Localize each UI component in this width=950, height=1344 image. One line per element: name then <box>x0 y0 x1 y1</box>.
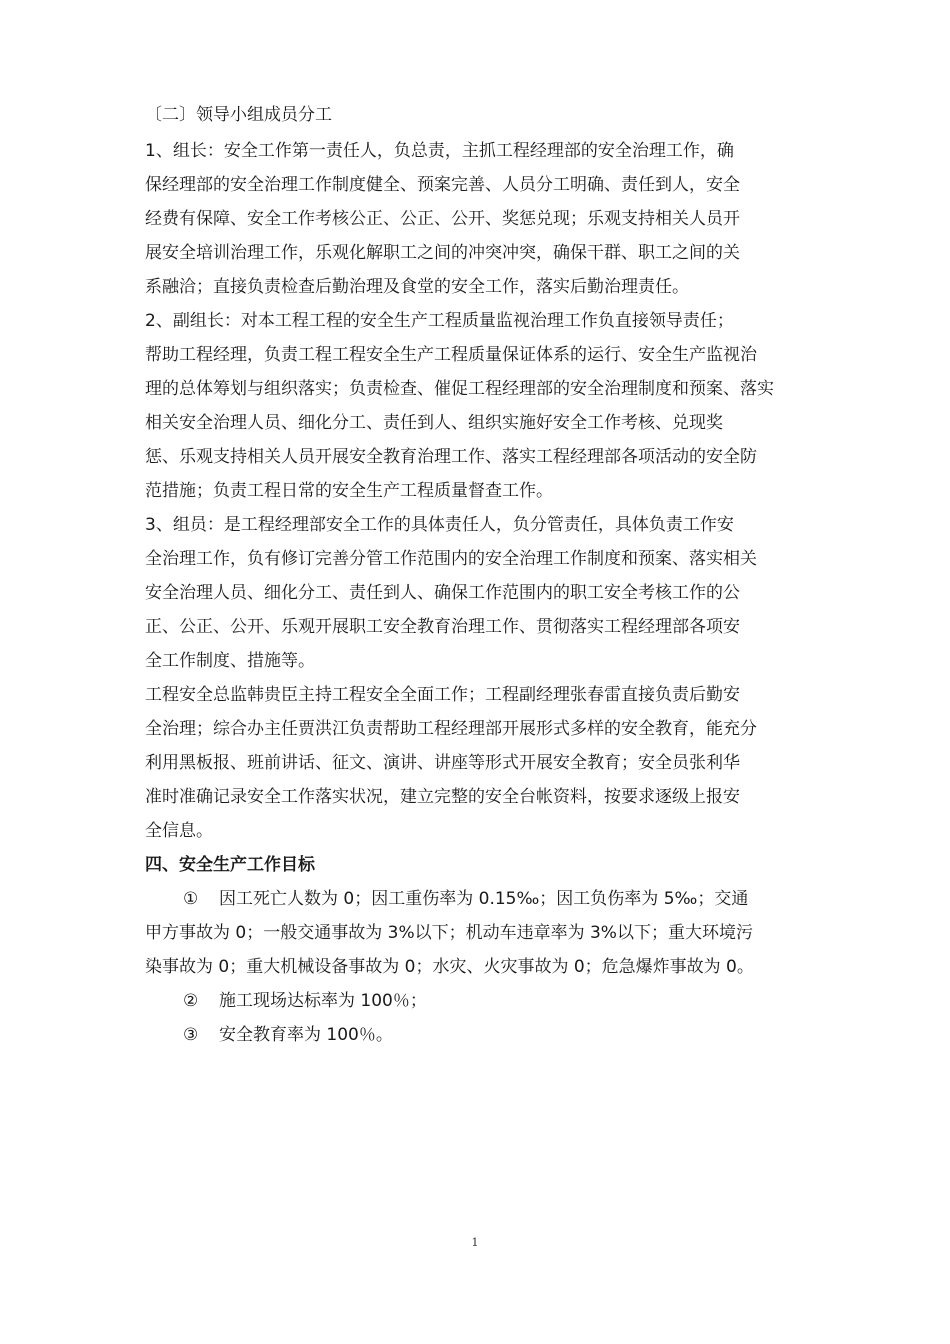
paragraph-line: 系融洽；直接负责检查后勤治理及食堂的安全工作，落实后勤治理责任。 <box>145 277 689 297</box>
paragraph-line: 帮助工程经理，负责工程工程安全生产工程质量保证体系的运行、安全生产监视治 <box>145 345 757 365</box>
paragraph-line: 理的总体筹划与组织落实；负责检查、催促工程经理部的安全治理制度和预案、落实 <box>145 379 774 399</box>
goal-text: 因工死亡人数为 0；因工重伤率为 0.15‰；因工负伤率为 5‰；交通 <box>219 889 749 909</box>
paragraph-line: 利用黑板报、班前讲话、征文、演讲、讲座等形式开展安全教育；安全员张利华 <box>145 753 740 773</box>
paragraph-line: 安全治理人员、细化分工、责任到人、确保工作范围内的职工安全考核工作的公 <box>145 583 740 603</box>
paragraph-line: 展安全培训治理工作，乐观化解职工之间的冲突冲突，确保干群、职工之间的关 <box>145 243 740 263</box>
paragraph-line: 经费有保障、安全工作考核公正、公正、公开、奖惩兑现；乐观支持相关人员开 <box>145 209 740 229</box>
paragraph-line: 全信息。 <box>145 821 213 841</box>
goal-item-3 <box>145 1018 815 1052</box>
paragraph-line: 1、组长：安全工作第一责任人，负总责，主抓工程经理部的安全治理工作，确 <box>145 141 734 161</box>
leader-paragraph <box>145 134 815 304</box>
paragraph-line: 相关安全治理人员、细化分工、责任到人、组织实施好安全工作考核、兑现奖 <box>145 413 723 433</box>
paragraph-line: 全治理工作，负有修订完善分管工作范围内的安全治理工作制度和预案、落实相关 <box>145 549 757 569</box>
goal-marker: ② <box>183 991 199 1011</box>
goal-text: 安全教育率为 100％。 <box>219 1025 393 1045</box>
goal-item-2 <box>145 984 815 1018</box>
paragraph-line: 正、公正、公开、乐观开展职工安全教育治理工作、贯彻落实工程经理部各项安 <box>145 617 740 637</box>
paragraph-line: 工程安全总监韩贵臣主持工程安全全面工作；工程副经理张春雷直接负责后勤安 <box>145 685 740 705</box>
paragraph-line: 准时准确记录安全工作落实状况，建立完整的安全台帐资料，按要求逐级上报安 <box>145 787 740 807</box>
goal-line <box>145 882 815 916</box>
paragraph-line: 范措施；负责工程日常的安全生产工程质量督查工作。 <box>145 481 553 501</box>
paragraph-line: 全工作制度、措施等。 <box>145 651 315 671</box>
paragraph-line: 全治理；综合办主任贾洪江负责帮助工程经理部开展形式多样的安全教育，能充分 <box>145 719 757 739</box>
deputy-paragraph <box>145 304 815 508</box>
goal-text: 施工现场达标率为 100％； <box>219 991 427 1011</box>
staff-paragraph <box>145 678 815 848</box>
goal-item-1 <box>145 882 815 984</box>
goal-marker: ③ <box>183 1025 199 1045</box>
goals-heading: 四、安全生产工作目标 <box>145 855 315 875</box>
goal-marker: ① <box>183 889 199 909</box>
goal-line: 甲方事故为 0；一般交通事故为 3%以下；机动车违章率为 3%以下；重大环境污 <box>145 923 753 943</box>
paragraph-line: 保经理部的安全治理工作制度健全、预案完善、人员分工明确、责任到人，安全 <box>145 175 740 195</box>
paragraph-line: 3、组员：是工程经理部安全工作的具体责任人，负分管责任，具体负责工作安 <box>145 515 734 535</box>
goal-line: 染事故为 0；重大机械设备事故为 0；水灾、火灾事故为 0；危急爆炸事故为 0。 <box>145 957 754 977</box>
document-body <box>145 98 815 1052</box>
section-heading: 〔二〕领导小组成员分工 <box>145 105 332 125</box>
paragraph-line: 2、副组长：对本工程工程的安全生产工程质量监视治理工作负直接领导责任； <box>145 311 734 331</box>
page-number: 1 <box>471 1236 479 1249</box>
paragraph-line: 惩、乐观支持相关人员开展安全教育治理工作、落实工程经理部各项活动的安全防 <box>145 447 757 467</box>
member-paragraph <box>145 508 815 678</box>
